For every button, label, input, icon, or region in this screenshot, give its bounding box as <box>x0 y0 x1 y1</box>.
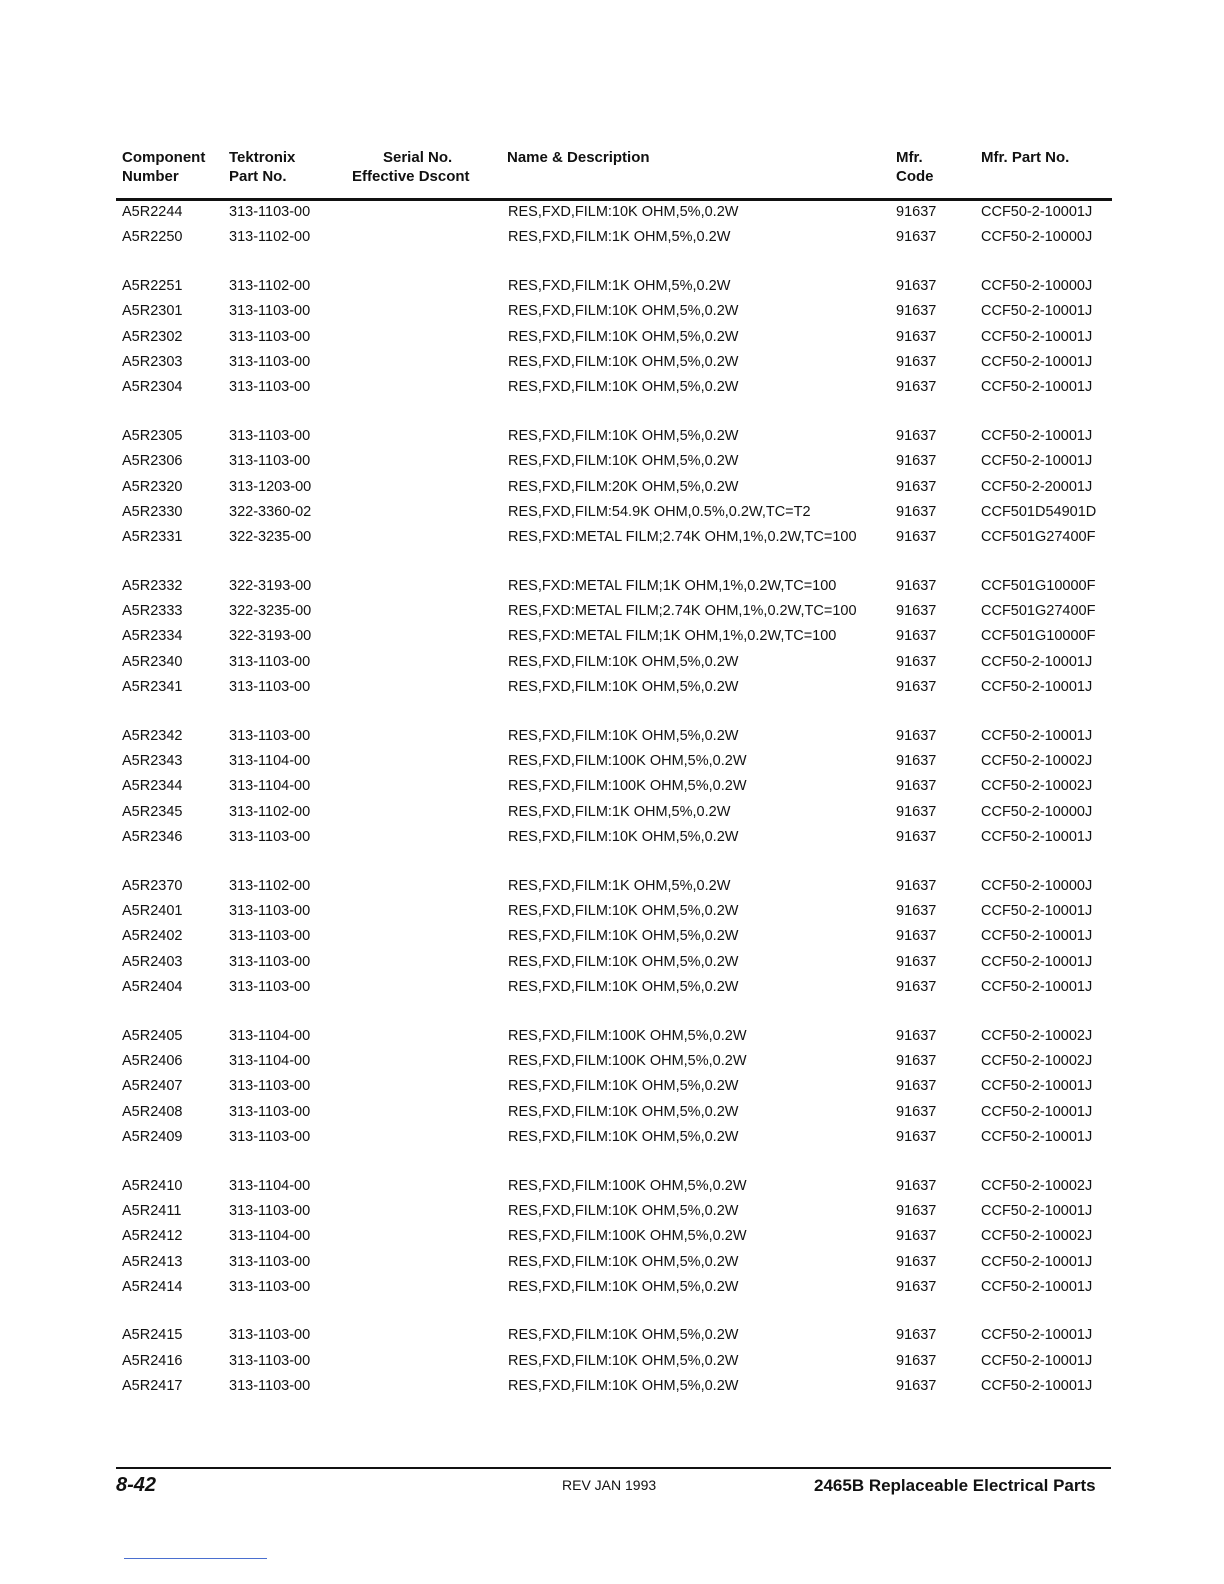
header-component-number <box>122 148 205 186</box>
component-number: A5R2414 <box>122 1279 183 1296</box>
tektronix-part-no: 313-1103-00 <box>229 1129 311 1146</box>
mfr-part-no: CCF50-2-10001J <box>981 1352 1093 1369</box>
table-row <box>0 574 1224 599</box>
tektronix-part-no: 313-1103-00 <box>229 979 311 996</box>
tektronix-part-no: 313-1103-00 <box>229 653 311 670</box>
header-tek-line1: Tektronix <box>229 149 296 166</box>
mfr-part-no: CCF501G27400F <box>981 529 1096 546</box>
component-number: A5R2341 <box>122 679 183 696</box>
document-title: 2465B Replaceable Electrical Parts <box>814 1476 1096 1495</box>
table-row <box>0 624 1224 649</box>
tektronix-part-no: 313-1103-00 <box>229 1103 311 1120</box>
header-tektronix-part <box>229 148 295 186</box>
mfr-part-no: CCF50-2-10001J <box>981 1327 1093 1344</box>
tektronix-part-no: 313-1103-00 <box>229 679 311 696</box>
name-description: RES,FXD,FILM:10K OHM,5%,0.2W <box>508 204 739 220</box>
name-description: RES,FXD,FILM:1K OHM,5%,0.2W <box>508 803 731 820</box>
component-number: A5R2244 <box>122 204 183 220</box>
tektronix-part-no: 313-1102-00 <box>229 803 311 820</box>
tektronix-part-no: 322-3360-02 <box>229 503 312 520</box>
mfr-code: 91637 <box>896 953 937 970</box>
table-row <box>0 325 1224 350</box>
name-description: RES,FXD,FILM:10K OHM,5%,0.2W <box>508 1078 739 1095</box>
name-description: RES,FXD,FILM:10K OHM,5%,0.2W <box>508 1279 739 1296</box>
component-number: A5R2417 <box>122 1378 183 1395</box>
table-row <box>0 924 1224 949</box>
name-description: RES,FXD,FILM:10K OHM,5%,0.2W <box>508 1378 739 1395</box>
tektronix-part-no: 322-3193-00 <box>229 628 312 645</box>
mfr-code: 91637 <box>896 379 937 396</box>
mfr-code: 91637 <box>896 427 937 444</box>
name-description: RES,FXD,FILM:10K OHM,5%,0.2W <box>508 727 739 744</box>
name-description: RES,FXD,FILM:10K OHM,5%,0.2W <box>508 328 739 345</box>
mfr-part-no: CCF50-2-10001J <box>981 328 1093 345</box>
component-number: A5R2301 <box>122 303 183 320</box>
mfr-code: 91637 <box>896 1352 937 1369</box>
name-description: RES,FXD,FILM:20K OHM,5%,0.2W <box>508 478 739 495</box>
name-description: RES,FXD,FILM:10K OHM,5%,0.2W <box>508 1129 739 1146</box>
row-group <box>0 574 1224 701</box>
revision-date: REV JAN 1993 <box>562 1477 657 1493</box>
mfr-code: 91637 <box>896 204 937 220</box>
tektronix-part-no: 313-1104-00 <box>229 1228 311 1245</box>
mfr-part-no: CCF50-2-10001J <box>981 902 1093 919</box>
component-number: A5R2302 <box>122 328 183 345</box>
table-row <box>0 1374 1224 1399</box>
tektronix-part-no: 313-1102-00 <box>229 877 311 894</box>
component-number: A5R2345 <box>122 803 183 820</box>
name-description: RES,FXD,FILM:1K OHM,5%,0.2W <box>508 277 731 294</box>
component-number: A5R2409 <box>122 1129 183 1146</box>
header-tek-line2: Part No. <box>229 168 287 185</box>
name-description: RES,FXD,FILM:10K OHM,5%,0.2W <box>508 653 739 670</box>
mfr-code: 91637 <box>896 979 937 996</box>
name-description: RES,FXD,FILM:10K OHM,5%,0.2W <box>508 303 739 320</box>
name-description: RES,FXD,FILM:10K OHM,5%,0.2W <box>508 679 739 696</box>
mfr-code: 91637 <box>896 1253 937 1270</box>
table-row <box>0 1125 1224 1150</box>
component-number: A5R2415 <box>122 1327 183 1344</box>
row-group <box>0 200 1224 251</box>
header-component-line2: Number <box>122 168 179 185</box>
row-group <box>0 874 1224 1001</box>
tektronix-part-no: 313-1103-00 <box>229 427 311 444</box>
mfr-part-no: CCF50-2-10002J <box>981 1177 1093 1194</box>
tektronix-part-no: 313-1103-00 <box>229 1279 311 1296</box>
header-name-line1: Name & Description <box>507 149 650 166</box>
name-description: RES,FXD,FILM:100K OHM,5%,0.2W <box>508 1052 747 1069</box>
component-number: A5R2407 <box>122 1078 183 1095</box>
row-group <box>0 424 1224 551</box>
mfr-code: 91637 <box>896 1052 937 1069</box>
table-row <box>0 1199 1224 1224</box>
component-number: A5R2330 <box>122 503 183 520</box>
mfr-part-no: CCF50-2-20001J <box>981 478 1093 495</box>
mfr-code: 91637 <box>896 1078 937 1095</box>
component-number: A5R2340 <box>122 653 183 670</box>
name-description: RES,FXD,FILM:10K OHM,5%,0.2W <box>508 1103 739 1120</box>
mfr-code: 91637 <box>896 1129 937 1146</box>
tektronix-part-no: 313-1104-00 <box>229 1027 311 1044</box>
component-number: A5R2413 <box>122 1253 183 1270</box>
mfr-code: 91637 <box>896 753 937 770</box>
component-number: A5R2303 <box>122 353 183 370</box>
name-description: RES,FXD,FILM:100K OHM,5%,0.2W <box>508 1027 747 1044</box>
tektronix-part-no: 313-1102-00 <box>229 277 311 294</box>
mfr-part-no: CCF50-2-10001J <box>981 1378 1093 1395</box>
component-number: A5R2412 <box>122 1228 183 1245</box>
tektronix-part-no: 313-1103-00 <box>229 328 311 345</box>
table-row <box>0 274 1224 299</box>
tektronix-part-no: 313-1103-00 <box>229 353 311 370</box>
mfr-part-no: CCF50-2-10000J <box>981 803 1093 820</box>
row-group <box>0 1323 1224 1399</box>
component-number: A5R2332 <box>122 577 183 594</box>
table-row <box>0 299 1224 324</box>
component-number: A5R2333 <box>122 603 183 620</box>
tektronix-part-no: 313-1104-00 <box>229 1177 311 1194</box>
mfr-code: 91637 <box>896 1027 937 1044</box>
component-number: A5R2320 <box>122 478 183 495</box>
component-number: A5R2410 <box>122 1177 183 1194</box>
tektronix-part-no: 313-1102-00 <box>229 229 311 246</box>
mfr-code: 91637 <box>896 229 937 246</box>
tektronix-part-no: 313-1104-00 <box>229 1052 311 1069</box>
mfr-part-no: CCF50-2-10001J <box>981 1279 1093 1296</box>
component-number: A5R2344 <box>122 778 183 795</box>
table-row <box>0 475 1224 500</box>
name-description: RES,FXD,FILM:100K OHM,5%,0.2W <box>508 1228 747 1245</box>
component-number: A5R2343 <box>122 753 183 770</box>
mfr-code: 91637 <box>896 577 937 594</box>
mfr-code: 91637 <box>896 1228 937 1245</box>
name-description: RES,FXD,FILM:100K OHM,5%,0.2W <box>508 1177 747 1194</box>
name-description: RES,FXD,FILM:54.9K OHM,0.5%,0.2W,TC=T2 <box>508 503 811 520</box>
component-number: A5R2305 <box>122 427 183 444</box>
tektronix-part-no: 313-1103-00 <box>229 1202 311 1219</box>
table-row <box>0 449 1224 474</box>
component-number: A5R2251 <box>122 277 183 294</box>
component-number: A5R2406 <box>122 1052 183 1069</box>
table-row <box>0 1024 1224 1049</box>
header-serial-no <box>352 148 470 186</box>
tektronix-part-no: 313-1103-00 <box>229 953 311 970</box>
table-row <box>0 650 1224 675</box>
component-number: A5R2403 <box>122 953 183 970</box>
header-mpn-line1: Mfr. Part No. <box>981 149 1070 166</box>
name-description: RES,FXD,FILM:1K OHM,5%,0.2W <box>508 229 731 246</box>
table-row <box>0 424 1224 449</box>
name-description: RES,FXD:METAL FILM;1K OHM,1%,0.2W,TC=100 <box>508 577 837 594</box>
mfr-code: 91637 <box>896 803 937 820</box>
mfr-part-no: CCF50-2-10001J <box>981 1253 1093 1270</box>
name-description: RES,FXD,FILM:100K OHM,5%,0.2W <box>508 753 747 770</box>
component-number: A5R2370 <box>122 877 183 894</box>
mfr-part-no: CCF501G10000F <box>981 577 1096 594</box>
name-description: RES,FXD,FILM:10K OHM,5%,0.2W <box>508 1202 739 1219</box>
table-row <box>0 874 1224 899</box>
table-row <box>0 225 1224 250</box>
name-description: RES,FXD,FILM:10K OHM,5%,0.2W <box>508 1352 739 1369</box>
name-description: RES,FXD:METAL FILM;2.74K OHM,1%,0.2W,TC=100 <box>508 603 857 620</box>
component-number: A5R2404 <box>122 979 183 996</box>
table-row <box>0 675 1224 700</box>
header-code-line1: Mfr. <box>896 149 923 166</box>
mfr-part-no: CCF50-2-10001J <box>981 427 1093 444</box>
mfr-part-no: CCF50-2-10002J <box>981 753 1093 770</box>
table-row <box>0 1224 1224 1249</box>
tektronix-part-no: 313-1103-00 <box>229 1078 311 1095</box>
mfr-code: 91637 <box>896 727 937 744</box>
name-description: RES,FXD,FILM:1K OHM,5%,0.2W <box>508 877 731 894</box>
mfr-part-no: CCF50-2-10001J <box>981 453 1093 470</box>
name-description: RES,FXD,FILM:10K OHM,5%,0.2W <box>508 1327 739 1344</box>
mfr-part-no: CCF50-2-10000J <box>981 877 1093 894</box>
mfr-part-no: CCF50-2-10001J <box>981 1129 1093 1146</box>
header-mfr-part-no <box>981 148 1069 167</box>
mfr-code: 91637 <box>896 303 937 320</box>
mfr-code: 91637 <box>896 1378 937 1395</box>
row-group <box>0 724 1224 851</box>
component-number: A5R2306 <box>122 453 183 470</box>
component-number: A5R2250 <box>122 229 183 246</box>
table-row <box>0 200 1224 225</box>
mfr-part-no: CCF50-2-10001J <box>981 1078 1093 1095</box>
mfr-part-no: CCF50-2-10001J <box>981 928 1093 945</box>
header-serial-line1: Serial No. <box>383 149 453 166</box>
mfr-code: 91637 <box>896 478 937 495</box>
table-row <box>0 1174 1224 1199</box>
component-number: A5R2334 <box>122 628 183 645</box>
mfr-part-no: CCF50-2-10000J <box>981 229 1093 246</box>
table-row <box>0 1275 1224 1300</box>
mfr-code: 91637 <box>896 679 937 696</box>
table-row <box>0 800 1224 825</box>
mfr-code: 91637 <box>896 353 937 370</box>
tektronix-part-no: 313-1103-00 <box>229 829 311 846</box>
tektronix-part-no: 313-1103-00 <box>229 453 311 470</box>
mfr-code: 91637 <box>896 628 937 645</box>
mfr-code: 91637 <box>896 529 937 546</box>
mfr-part-no: CCF50-2-10001J <box>981 1103 1093 1120</box>
mfr-part-no: CCF50-2-10001J <box>981 353 1093 370</box>
header-code-line2: Code <box>896 168 934 185</box>
tektronix-part-no: 313-1104-00 <box>229 778 311 795</box>
name-description: RES,FXD,FILM:10K OHM,5%,0.2W <box>508 353 739 370</box>
table-row <box>0 1049 1224 1074</box>
tektronix-part-no: 313-1103-00 <box>229 303 311 320</box>
footer-divider <box>116 1467 1111 1469</box>
mfr-code: 91637 <box>896 1202 937 1219</box>
table-row <box>0 525 1224 550</box>
mfr-part-no: CCF50-2-10001J <box>981 979 1093 996</box>
name-description: RES,FXD,FILM:10K OHM,5%,0.2W <box>508 902 739 919</box>
name-description: RES,FXD,FILM:10K OHM,5%,0.2W <box>508 453 739 470</box>
table-row <box>0 1100 1224 1125</box>
component-number: A5R2401 <box>122 902 183 919</box>
table-row <box>0 500 1224 525</box>
mfr-code: 91637 <box>896 1327 937 1344</box>
row-group <box>0 1024 1224 1151</box>
component-number: A5R2342 <box>122 727 183 744</box>
mfr-part-no: CCF501G10000F <box>981 628 1096 645</box>
name-description: RES,FXD,FILM:10K OHM,5%,0.2W <box>508 928 739 945</box>
name-description: RES,FXD,FILM:10K OHM,5%,0.2W <box>508 979 739 996</box>
bottom-link-line <box>124 1558 267 1559</box>
mfr-code: 91637 <box>896 603 937 620</box>
header-mfr-code <box>896 148 934 186</box>
table-row <box>0 825 1224 850</box>
mfr-part-no: CCF50-2-10002J <box>981 1228 1093 1245</box>
page-number: 8-42 <box>116 1474 157 1496</box>
parts-table-body <box>0 200 1224 1423</box>
mfr-part-no: CCF501D54901D <box>981 503 1097 520</box>
tektronix-part-no: 313-1103-00 <box>229 902 311 919</box>
table-row <box>0 375 1224 400</box>
table-row <box>0 950 1224 975</box>
mfr-part-no: CCF50-2-10000J <box>981 277 1093 294</box>
component-number: A5R2346 <box>122 829 183 846</box>
tektronix-part-no: 313-1103-00 <box>229 1378 311 1395</box>
component-number: A5R2416 <box>122 1352 183 1369</box>
name-description: RES,FXD,FILM:10K OHM,5%,0.2W <box>508 1253 739 1270</box>
tektronix-part-no: 313-1103-00 <box>229 1352 311 1369</box>
tektronix-part-no: 322-3235-00 <box>229 603 312 620</box>
mfr-code: 91637 <box>896 778 937 795</box>
table-row <box>0 975 1224 1000</box>
header-name-description <box>507 148 650 167</box>
tektronix-part-no: 313-1203-00 <box>229 478 312 495</box>
mfr-code: 91637 <box>896 829 937 846</box>
component-number: A5R2331 <box>122 529 183 546</box>
mfr-part-no: CCF50-2-10001J <box>981 1202 1093 1219</box>
tektronix-part-no: 313-1103-00 <box>229 928 311 945</box>
table-row <box>0 1074 1224 1099</box>
name-description: RES,FXD,FILM:100K OHM,5%,0.2W <box>508 778 747 795</box>
tektronix-part-no: 313-1103-00 <box>229 1327 311 1344</box>
name-description: RES,FXD,FILM:10K OHM,5%,0.2W <box>508 953 739 970</box>
tektronix-part-no: 313-1103-00 <box>229 204 311 220</box>
header-component-line1: Component <box>122 149 206 166</box>
mfr-code: 91637 <box>896 503 937 520</box>
table-row <box>0 749 1224 774</box>
table-row <box>0 1323 1224 1348</box>
name-description: RES,FXD,FILM:10K OHM,5%,0.2W <box>508 829 739 846</box>
table-row <box>0 350 1224 375</box>
name-description: RES,FXD,FILM:10K OHM,5%,0.2W <box>508 427 739 444</box>
mfr-code: 91637 <box>896 1103 937 1120</box>
row-group <box>0 1174 1224 1301</box>
tektronix-part-no: 313-1103-00 <box>229 727 311 744</box>
table-row <box>0 899 1224 924</box>
component-number: A5R2402 <box>122 928 183 945</box>
name-description: RES,FXD:METAL FILM;2.74K OHM,1%,0.2W,TC=100 <box>508 529 857 546</box>
header-serial-line2: Effective Dscont <box>352 168 470 185</box>
mfr-part-no: CCF501G27400F <box>981 603 1096 620</box>
tektronix-part-no: 322-3235-00 <box>229 529 312 546</box>
mfr-part-no: CCF50-2-10001J <box>981 727 1093 744</box>
row-group <box>0 274 1224 401</box>
mfr-part-no: CCF50-2-10002J <box>981 1027 1093 1044</box>
tektronix-part-no: 313-1104-00 <box>229 753 311 770</box>
component-number: A5R2408 <box>122 1103 183 1120</box>
mfr-code: 91637 <box>896 1177 937 1194</box>
mfr-part-no: CCF50-2-10001J <box>981 679 1093 696</box>
mfr-code: 91637 <box>896 653 937 670</box>
mfr-part-no: CCF50-2-10001J <box>981 303 1093 320</box>
table-row <box>0 1250 1224 1275</box>
table-row <box>0 724 1224 749</box>
tektronix-part-no: 313-1103-00 <box>229 1253 311 1270</box>
component-number: A5R2411 <box>122 1202 182 1219</box>
tektronix-part-no: 322-3193-00 <box>229 577 312 594</box>
mfr-code: 91637 <box>896 928 937 945</box>
mfr-part-no: CCF50-2-10001J <box>981 379 1093 396</box>
mfr-code: 91637 <box>896 877 937 894</box>
table-row <box>0 1349 1224 1374</box>
mfr-code: 91637 <box>896 902 937 919</box>
mfr-part-no: CCF50-2-10001J <box>981 204 1093 220</box>
table-row <box>0 599 1224 624</box>
component-number: A5R2405 <box>122 1027 183 1044</box>
mfr-code: 91637 <box>896 1279 937 1296</box>
mfr-part-no: CCF50-2-10001J <box>981 829 1093 846</box>
tektronix-part-no: 313-1103-00 <box>229 379 311 396</box>
mfr-code: 91637 <box>896 453 937 470</box>
mfr-part-no: CCF50-2-10002J <box>981 778 1093 795</box>
table-header <box>0 148 1224 192</box>
name-description: RES,FXD,FILM:10K OHM,5%,0.2W <box>508 379 739 396</box>
name-description: RES,FXD:METAL FILM;1K OHM,1%,0.2W,TC=100 <box>508 628 837 645</box>
mfr-part-no: CCF50-2-10002J <box>981 1052 1093 1069</box>
mfr-part-no: CCF50-2-10001J <box>981 953 1093 970</box>
table-row <box>0 774 1224 799</box>
component-number: A5R2304 <box>122 379 183 396</box>
mfr-part-no: CCF50-2-10001J <box>981 653 1093 670</box>
mfr-code: 91637 <box>896 277 937 294</box>
mfr-code: 91637 <box>896 328 937 345</box>
